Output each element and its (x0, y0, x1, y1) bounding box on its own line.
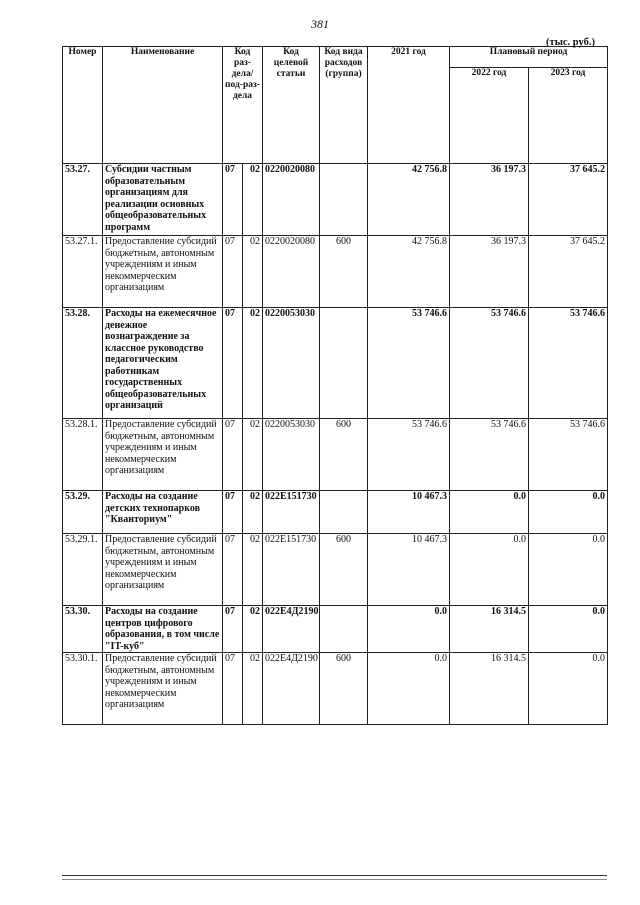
row-name: Предоставление субсидий бюджетным, автономным учреждениям и иным некоммерческим организациям (103, 236, 223, 308)
row-2023: 53 746.6 (529, 419, 608, 491)
row-expense-type: 600 (320, 534, 368, 606)
row-name: Субсидии частным образовательным организациям для реализации основных общеобразовательных программ (103, 164, 223, 236)
row-subsection: 02 (243, 606, 263, 653)
row-name: Расходы на создание центров цифрового образования, в том числе "IT-куб" (103, 606, 223, 653)
row-2023: 37 645.2 (529, 164, 608, 236)
header-number: Номер (63, 47, 103, 164)
table-row (63, 419, 608, 491)
row-expense-type (320, 164, 368, 236)
row-section: 07 (223, 606, 243, 653)
row-section: 07 (223, 419, 243, 491)
table-row (63, 653, 608, 725)
row-target: 022E4Д2190 (263, 606, 320, 653)
row-subsection: 02 (243, 534, 263, 606)
row-2023: 0.0 (529, 653, 608, 725)
header-year-2023: 2023 год (529, 68, 608, 164)
row-expense-type (320, 606, 368, 653)
row-section: 07 (223, 164, 243, 236)
row-target: 0220020080 (263, 164, 320, 236)
row-number: 53.27. (63, 164, 103, 236)
row-2022: 16 314.5 (450, 653, 529, 725)
row-2022: 0.0 (450, 491, 529, 534)
row-subsection: 02 (243, 164, 263, 236)
row-2023: 0.0 (529, 534, 608, 606)
row-2023: 0.0 (529, 491, 608, 534)
row-2021: 0.0 (368, 606, 450, 653)
row-2021: 10 467.3 (368, 491, 450, 534)
row-section: 07 (223, 534, 243, 606)
row-section: 07 (223, 308, 243, 419)
table-row (63, 491, 608, 534)
row-name: Расходы на ежемесячное денежное вознаграждение за классное руководство педагогическим работникам государственных общеобразовательных организаций (103, 308, 223, 419)
row-number: 53.29.1. (63, 534, 103, 606)
row-subsection: 02 (243, 491, 263, 534)
row-2023: 37 645.2 (529, 236, 608, 308)
row-subsection: 02 (243, 653, 263, 725)
header-expense-type: Код вида расходов (группа) (320, 47, 368, 164)
table-row (63, 164, 608, 236)
table-row (63, 236, 608, 308)
row-name: Предоставление субсидий бюджетным, автономным учреждениям и иным некоммерческим организациям (103, 534, 223, 606)
row-expense-type: 600 (320, 653, 368, 725)
row-2021: 10 467.3 (368, 534, 450, 606)
row-target: 022E151730 (263, 491, 320, 534)
row-2022: 0.0 (450, 534, 529, 606)
row-number: 53.29. (63, 491, 103, 534)
row-target: 0220053030 (263, 308, 320, 419)
row-name: Расходы на создание детских технопарков "Кванториум" (103, 491, 223, 534)
row-2022: 36 197.3 (450, 164, 529, 236)
table-row (63, 308, 608, 419)
row-expense-type (320, 491, 368, 534)
bottom-divider (62, 875, 607, 876)
row-2021: 42 756.8 (368, 236, 450, 308)
row-name: Предоставление субсидий бюджетным, автономным учреждениям и иным некоммерческим организациям (103, 419, 223, 491)
row-2021: 53 746.6 (368, 419, 450, 491)
row-number: 53.27.1. (63, 236, 103, 308)
table-row (63, 606, 608, 653)
header-planned-period: Плановый период (450, 47, 608, 68)
row-target: 022E4Д2190 (263, 653, 320, 725)
row-expense-type (320, 308, 368, 419)
row-expense-type: 600 (320, 419, 368, 491)
row-expense-type: 600 (320, 236, 368, 308)
header-name: Наименование (103, 47, 223, 164)
row-target: 022E151730 (263, 534, 320, 606)
header-section: Код раз-дела/ под-раз-дела (223, 47, 263, 164)
row-2021: 42 756.8 (368, 164, 450, 236)
budget-table (62, 46, 608, 725)
row-2023: 53 746.6 (529, 308, 608, 419)
bottom-divider-secondary (62, 879, 607, 880)
row-subsection: 02 (243, 236, 263, 308)
row-section: 07 (223, 236, 243, 308)
header-year-2021: 2021 год (368, 47, 450, 164)
row-section: 07 (223, 491, 243, 534)
header-target: Код целевой статьи (263, 47, 320, 164)
row-section: 07 (223, 653, 243, 725)
row-number: 53.30.1. (63, 653, 103, 725)
page-number: 381 (311, 17, 329, 31)
row-subsection: 02 (243, 419, 263, 491)
table-row (63, 534, 608, 606)
row-2022: 16 314.5 (450, 606, 529, 653)
row-target: 0220053030 (263, 419, 320, 491)
row-subsection: 02 (243, 308, 263, 419)
row-2021: 53 746.6 (368, 308, 450, 419)
row-number: 53.28.1. (63, 419, 103, 491)
row-name: Предоставление субсидий бюджетным, автономным учреждениям и иным некоммерческим организациям (103, 653, 223, 725)
row-2021: 0.0 (368, 653, 450, 725)
header-year-2022: 2022 год (450, 68, 529, 164)
row-2022: 53 746.6 (450, 419, 529, 491)
units-label: (тыс. руб.) (546, 37, 595, 48)
row-target: 0220020080 (263, 236, 320, 308)
row-number: 53.28. (63, 308, 103, 419)
row-2023: 0.0 (529, 606, 608, 653)
row-number: 53.30. (63, 606, 103, 653)
row-2022: 36 197.3 (450, 236, 529, 308)
row-2022: 53 746.6 (450, 308, 529, 419)
